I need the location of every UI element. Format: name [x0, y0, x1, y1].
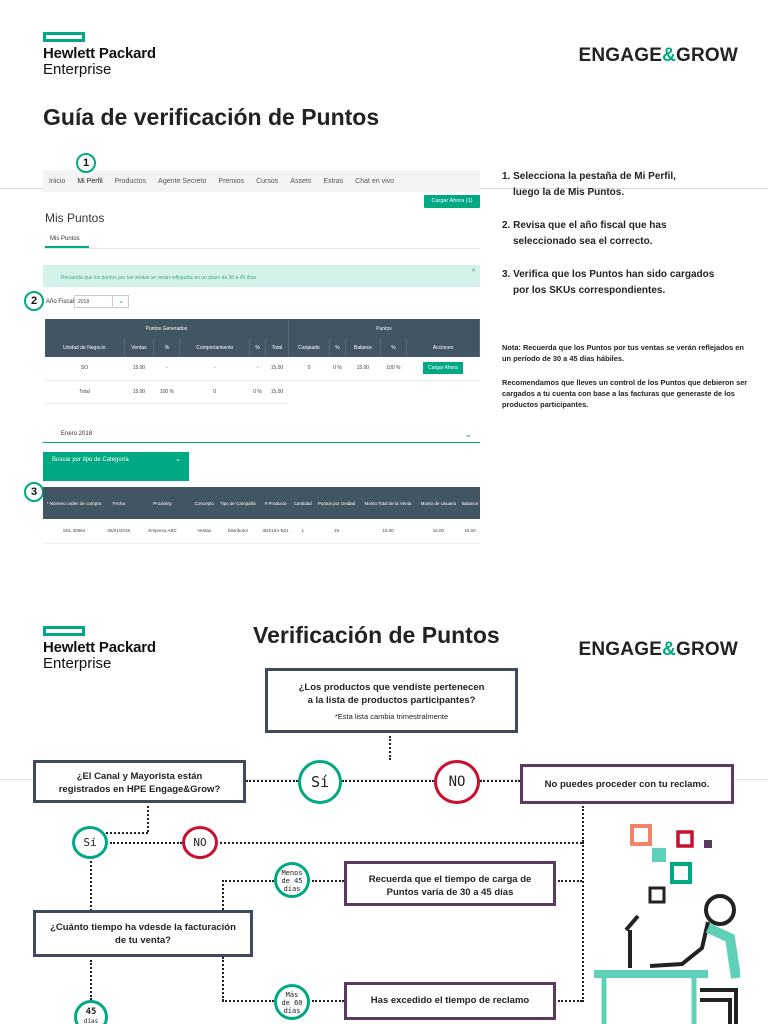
instruction-3	[502, 267, 752, 299]
person-at-desk-illustration	[590, 818, 740, 1024]
col-header: Fecha	[105, 487, 133, 519]
portal-page-title: Mis Puntos	[45, 211, 105, 225]
cell: 0	[288, 357, 329, 380]
step-1-marker: 1	[76, 153, 96, 173]
flow-title: Verificación de Puntos	[253, 622, 500, 648]
cell: Distributor	[216, 519, 260, 543]
cell	[288, 380, 479, 403]
cell: -	[180, 357, 250, 380]
step-2-marker: 2	[24, 291, 44, 311]
nav-item[interactable]: Agente Secreto	[158, 177, 207, 185]
cargar-ahora-top-button[interactable]: Cargar Ahora (1)	[424, 195, 480, 208]
desk-legs	[604, 978, 694, 1024]
chevron-down-icon: ⌄	[464, 429, 472, 439]
more-60-days-circle	[274, 984, 310, 1020]
cell: SO	[45, 357, 124, 380]
cell: 15.00	[265, 357, 288, 380]
col-header: %	[380, 338, 406, 357]
col-header: %	[250, 338, 266, 357]
nav-item[interactable]: Extras	[323, 177, 344, 185]
col-header: Acciones	[406, 338, 479, 357]
connector	[480, 780, 520, 782]
alert-banner	[43, 265, 480, 287]
col-header: Monto de Usuario	[417, 487, 460, 519]
fiscal-year-value: 2018	[78, 299, 90, 305]
cell: -	[154, 357, 180, 380]
col-header: Tipo de Campaña	[216, 487, 260, 519]
desk-top	[594, 970, 708, 978]
orders-table	[43, 487, 480, 544]
connector	[110, 842, 182, 844]
decor-square-orange	[632, 826, 650, 844]
col-header: Puntos por Unidad	[314, 487, 360, 519]
col-header: # Producto	[260, 487, 292, 519]
nav-item[interactable]: Inicio	[49, 177, 66, 185]
col-header: Unidad de Negocio	[45, 338, 124, 357]
hpe-logo-bar	[43, 626, 85, 636]
decor-square-purple	[704, 840, 712, 848]
table-row	[43, 519, 480, 543]
nav-item[interactable]: Productos	[114, 177, 147, 185]
question-text: ¿El Canal y Mayorista están registrados en HPE Engage&Grow?	[58, 771, 221, 795]
col-header: Canjeado	[288, 338, 329, 357]
less-45-days-circle	[274, 862, 310, 898]
note-text: Nota: Recuerda que los Puntos por tus ventas se verán reflejados en un período de 30 a 45 días hábiles.	[502, 343, 744, 363]
tab-mis-puntos[interactable]: Mis Puntos	[50, 236, 80, 242]
portal-nav	[43, 170, 480, 192]
connector	[90, 861, 92, 911]
group-header-puntos: Puntos	[288, 319, 479, 338]
question-note: *Esta lista cambia trimestralmente	[334, 712, 449, 721]
connector	[246, 780, 298, 782]
cell: 15.00	[417, 519, 460, 543]
connector	[220, 842, 582, 844]
monitor-shape	[626, 916, 638, 968]
cargar-ahora-row-button[interactable]: Cargar Ahora	[423, 362, 463, 374]
connector	[312, 1000, 344, 1002]
connector	[558, 1000, 582, 1002]
cell: -	[250, 357, 266, 380]
no-circle	[434, 760, 480, 804]
decor-square-black	[650, 888, 664, 902]
connector	[389, 736, 391, 760]
no-circle-2	[182, 826, 218, 859]
cell: 15.00	[265, 380, 288, 403]
si-label: Sí	[310, 773, 330, 791]
connector	[147, 806, 149, 832]
no-label: NO	[193, 836, 207, 849]
col-header: %	[154, 338, 180, 357]
days-label: Más	[285, 991, 299, 999]
connector	[222, 957, 224, 1001]
col-header: Balance	[345, 338, 380, 357]
cell: 15.00	[345, 357, 380, 380]
group-header-generados: Puntos Generados	[45, 319, 288, 338]
cell: 0	[180, 380, 250, 403]
fiscal-year-label: Año Fiscal	[46, 299, 75, 305]
connector	[342, 780, 434, 782]
hpe-logo	[43, 32, 183, 78]
cell: 0 %	[330, 357, 346, 380]
45-days-circle	[74, 1000, 108, 1024]
col-header: Concepto	[193, 487, 217, 519]
connector	[90, 960, 92, 1000]
days-label: días	[283, 885, 301, 893]
connector	[582, 806, 584, 842]
cell: 15.00	[359, 519, 416, 543]
days-label: 45	[85, 1007, 97, 1017]
chevron-down-icon: ⌄	[175, 456, 181, 463]
days-label: días	[83, 1018, 99, 1024]
result-text: No puedes proceder con tu reclamo.	[544, 779, 710, 790]
nav-item[interactable]: Cursos	[256, 177, 279, 185]
nav-item[interactable]: Premios	[218, 177, 245, 185]
instruction-text: seleccionado sea el correcto.	[513, 236, 653, 247]
col-header: Ventas	[124, 338, 154, 357]
cell: 0 %	[250, 380, 266, 403]
tab-divider	[43, 248, 480, 249]
cell: 15.00	[460, 519, 480, 543]
cell: 15.00	[124, 380, 154, 403]
nav-item-mi-perfil[interactable]: Mi Perfil	[77, 177, 103, 185]
engage-grow-logo: ENGAGE&GROW	[578, 639, 738, 660]
person-body	[708, 928, 736, 978]
days-label: de 45	[281, 877, 303, 885]
month-accordion[interactable]	[43, 428, 480, 443]
nav-item[interactable]: Chat en vivo	[355, 177, 395, 185]
cell: 1	[292, 519, 314, 543]
cell: 05/01/2018	[105, 519, 133, 543]
page-title: Guía de verificación de Puntos	[43, 104, 380, 130]
cell: 100 %	[380, 357, 406, 380]
instruction-text: por los SKUs correspondientes.	[513, 285, 666, 296]
cell: 100 %	[154, 380, 180, 403]
alert-text: Recuerda que los puntos por tus ventas se verán reflejados en un plazo de 30 a 45 días	[61, 275, 257, 281]
select-divider	[112, 295, 113, 308]
hpe-logo-line2: Enterprise	[43, 61, 112, 78]
cell: Ventas	[193, 519, 217, 543]
connector	[222, 880, 274, 882]
connector	[582, 842, 584, 1002]
instruction-1	[502, 169, 752, 201]
month-label: Enero 2018	[61, 431, 93, 437]
category-filter-label: Buscar por tipo de Categoría	[52, 457, 129, 463]
cell: SDL 30664	[43, 519, 105, 543]
connector	[312, 880, 344, 882]
si-circle	[298, 760, 342, 804]
no-proceed-box	[520, 764, 734, 804]
cell: 15	[314, 519, 360, 543]
decor-square-green	[672, 864, 690, 882]
col-header: Cantidad	[292, 487, 314, 519]
connector	[558, 880, 582, 882]
person-head	[706, 896, 734, 924]
instruction-2	[502, 218, 752, 250]
col-header: Monto Total de la Venta	[359, 487, 416, 519]
chair-shape	[700, 990, 736, 1024]
fiscal-year-select[interactable]	[74, 295, 129, 308]
hpe-logo-line2: Enterprise	[43, 655, 112, 672]
decor-square-teal	[652, 848, 666, 862]
col-header: Comportamiento	[180, 338, 250, 357]
table-row	[45, 357, 480, 380]
question-text: ¿Los productos que vendiste pertenecen a la lista de productos participantes?	[298, 682, 485, 706]
si-label: Sí	[83, 836, 97, 849]
result-text: Recuerda que el tiempo de carga de Puntos varía de 30 a 45 días	[368, 874, 532, 898]
decor-square-red	[678, 832, 692, 846]
hpe-logo	[43, 626, 183, 672]
question-time-box	[33, 910, 253, 957]
days-label: Menos	[281, 869, 303, 877]
cell: 3DS10A-B21	[260, 519, 292, 543]
question-products-box	[265, 668, 518, 733]
category-filter-button[interactable]	[43, 452, 189, 481]
col-header: Balance	[460, 487, 480, 519]
connector	[222, 1000, 274, 1002]
col-header: %	[330, 338, 346, 357]
question-text: ¿Cuánto tiempo ha vdesde la facturación de tu venta?	[50, 922, 236, 946]
days-label: días	[283, 1007, 301, 1015]
step-3-marker: 3	[24, 482, 44, 502]
result-text: Has excedido el tiempo de reclamo	[370, 995, 530, 1006]
hpe-logo-bar	[43, 32, 85, 42]
exceeded-box	[344, 982, 556, 1020]
connector	[222, 880, 224, 910]
hpe-logo-line1: Hewlett Packard	[43, 639, 156, 656]
cell: Total	[45, 380, 124, 403]
nav-item[interactable]: Assets	[290, 177, 312, 185]
reminder-box	[344, 861, 556, 906]
instruction-text: 3. Verifica que los Puntos han sido cargados	[502, 269, 715, 280]
question-registration-box	[33, 760, 246, 803]
col-header: * Número orden de compra	[43, 487, 105, 519]
chevron-down-icon: ⌄	[118, 298, 124, 305]
instruction-text: 2. Revisa que el año fiscal que has	[502, 220, 667, 231]
col-header: Total	[265, 338, 288, 357]
close-icon[interactable]: ✕	[470, 268, 476, 274]
si-circle-2	[72, 826, 108, 859]
engage-grow-logo: ENGAGE&GROW	[578, 45, 738, 66]
instruction-text: luego la de Mis Puntos.	[513, 187, 625, 198]
hpe-logo-line1: Hewlett Packard	[43, 45, 156, 62]
cell	[406, 357, 479, 380]
days-label: de 60	[281, 999, 303, 1007]
recommendation-text: Recomendamos que lleves un control de los Puntos que debieron ser cargados a tu cuenta con base a las facturas que generaste de los productos participantes.	[502, 378, 748, 409]
cell: 15.00	[124, 357, 154, 380]
cell: Empresa ABC	[133, 519, 193, 543]
points-table	[45, 319, 480, 404]
col-header: Proximity	[133, 487, 193, 519]
instruction-text: 1. Selecciona la pestaña de Mi Perfil,	[502, 171, 676, 182]
person-arm	[650, 922, 708, 966]
no-label: NO	[448, 774, 466, 790]
table-row-total	[45, 380, 480, 403]
